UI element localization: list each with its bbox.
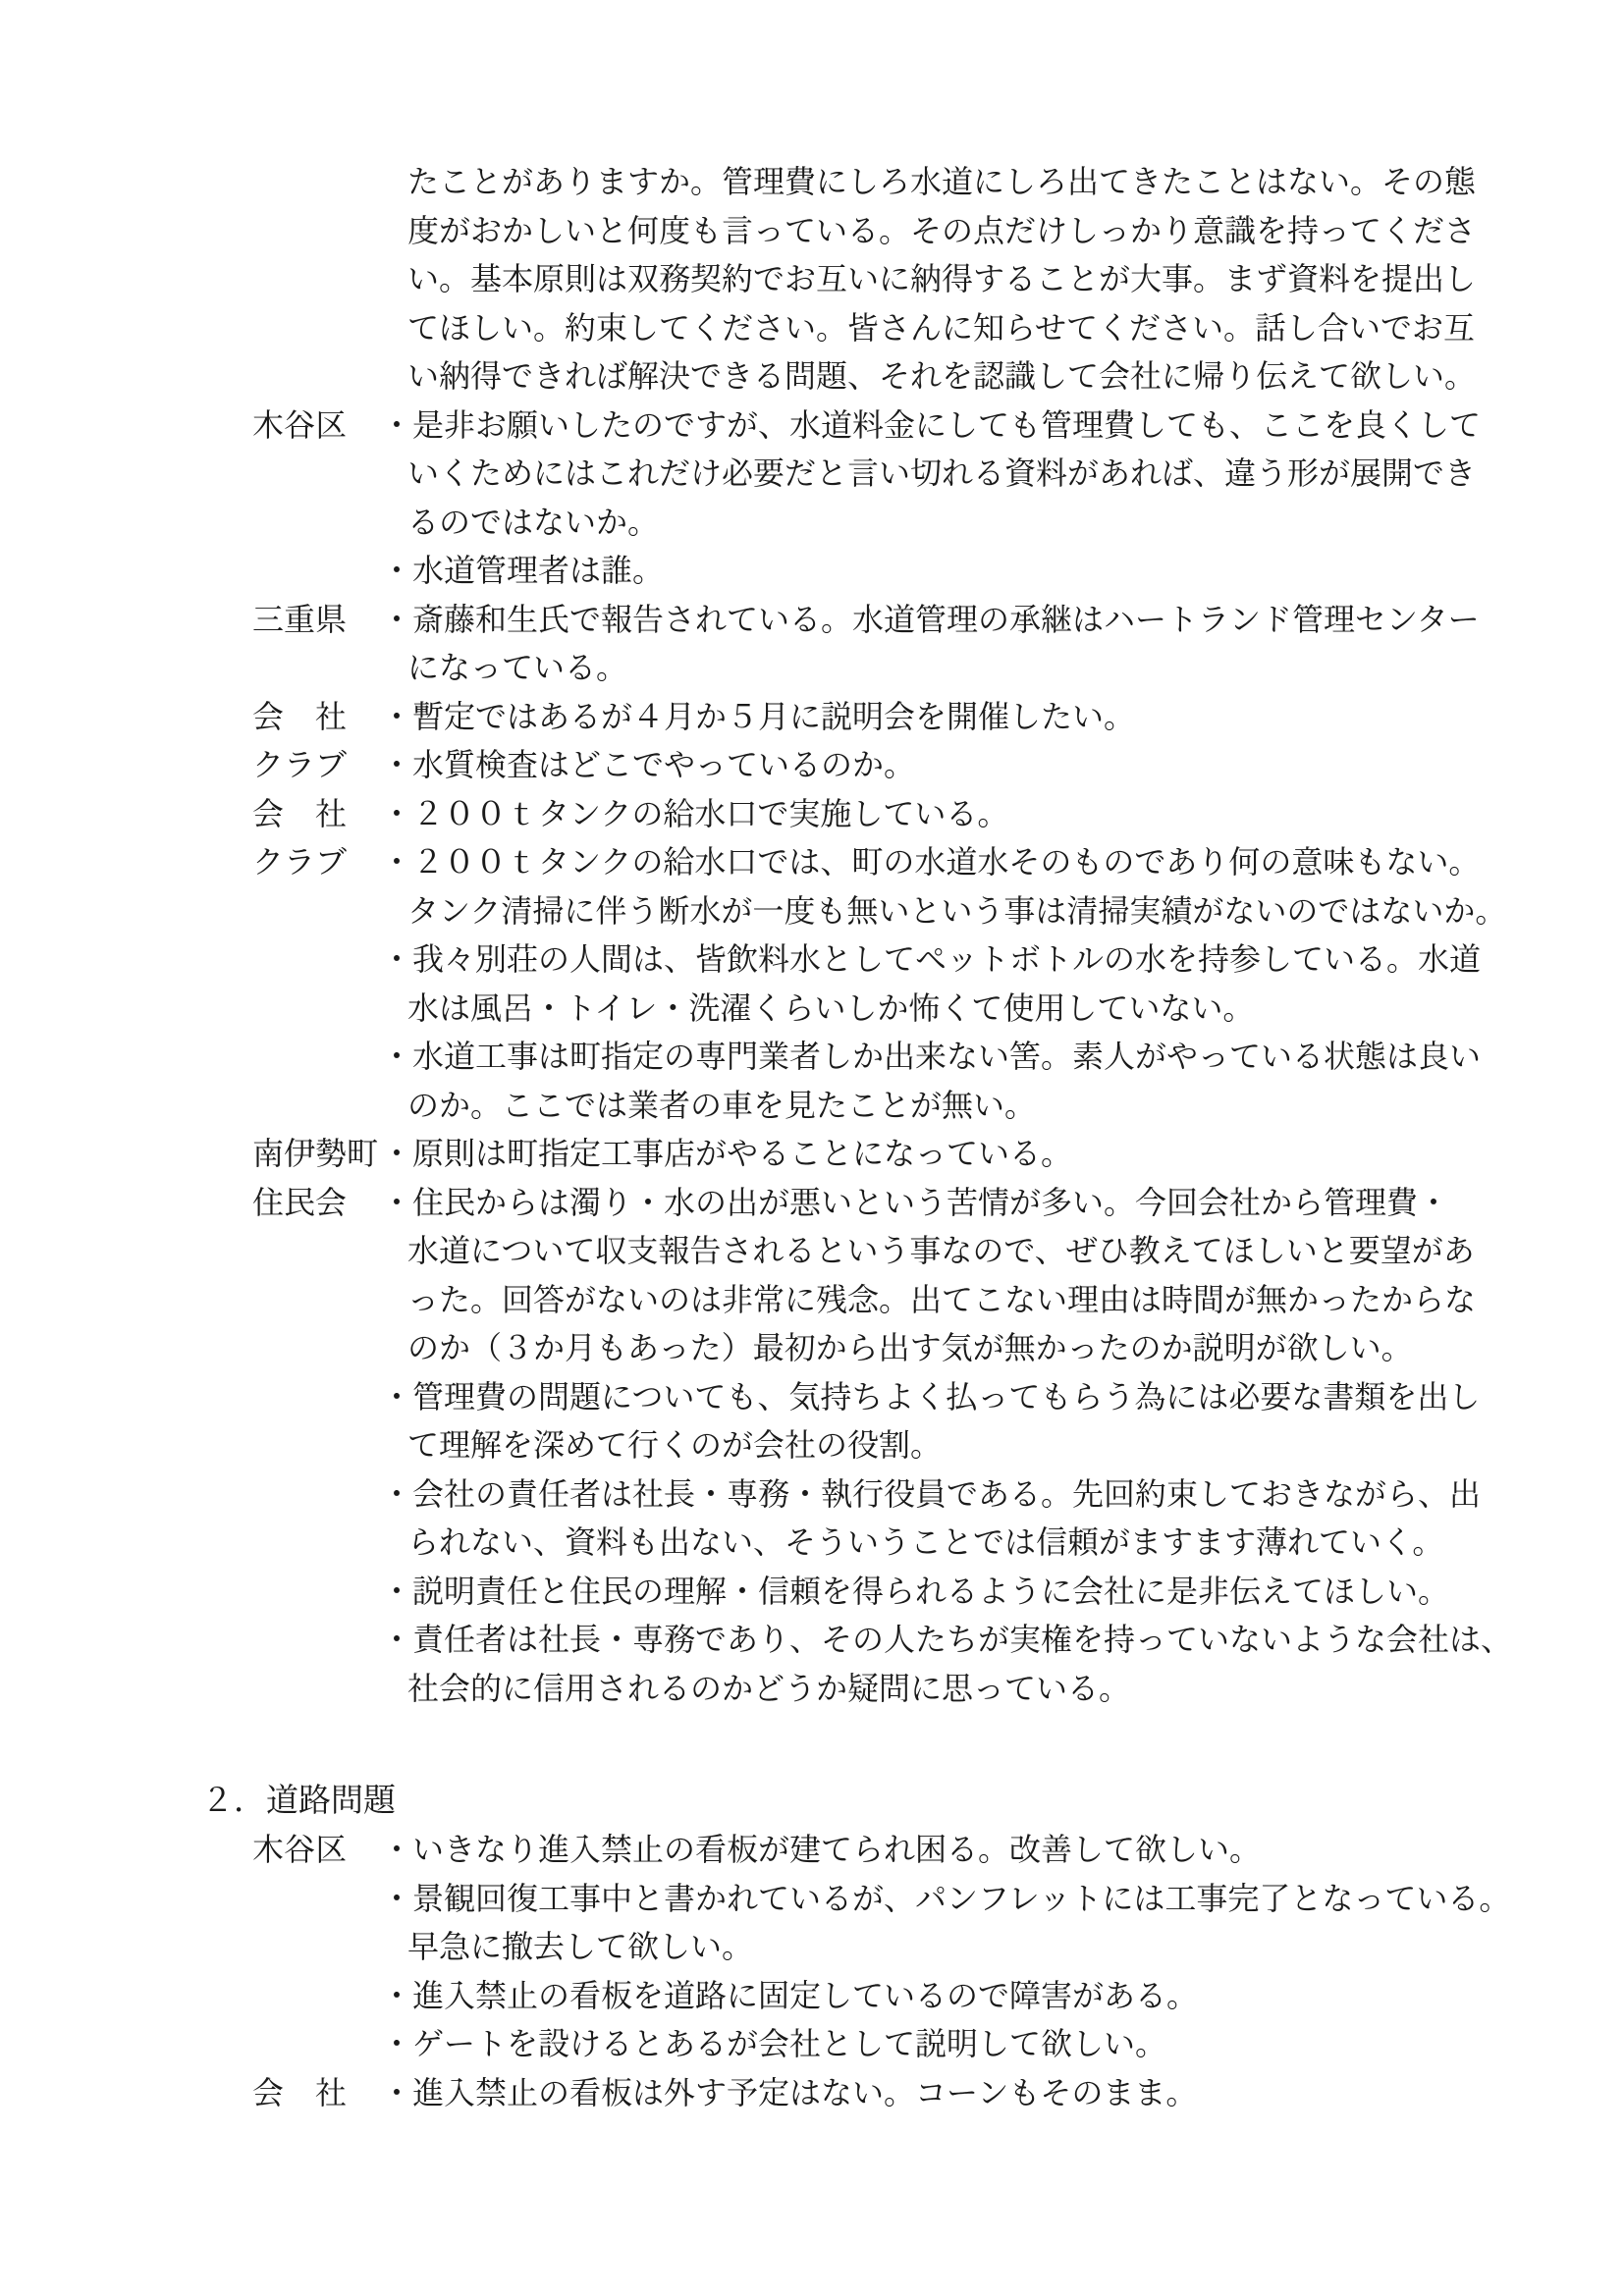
minutes-line [201,1227,1556,1276]
bullet-marker: ・ [381,1184,413,1220]
line-text: った。回答がないのは非常に残念。出てこない理由は時間が無かったからな [407,1281,1477,1317]
line-text: い納得できれば解決できる問題、それを認識して会社に帰り伝えて欲しい。 [407,358,1477,394]
bullet-marker: ・ [381,1880,413,1916]
bullet-marker: ・ [381,2026,413,2061]
speaker-label: 三重県 [252,601,348,637]
minutes-line [201,547,1556,596]
minutes-line [201,2020,1556,2069]
speaker-label: 住民会 [252,1184,348,1220]
minutes-line [201,1373,1556,1422]
line-text: 管理費の問題についても、気持ちよく払ってもらう為には必要な書類を出し [412,1378,1481,1415]
bullet-marker: ・ [381,1977,413,2013]
minutes-line [201,1130,1556,1179]
minutes-line [201,1276,1556,1325]
bullet-marker: ・ [381,844,413,880]
minutes-line [201,985,1556,1034]
minutes-line [201,1470,1556,1520]
section-gap [201,1713,1556,1762]
minutes-line [201,1665,1556,1714]
bullet-marker: ・ [381,1475,413,1512]
line-text: 会社の責任者は社長・専務・執行役員である。先回約束しておきながら、出 [412,1475,1482,1512]
line-text: い。基本原則は双務契約でお互いに納得することが大事。まず資料を提出し [407,261,1477,296]
bullet-marker: ・ [381,406,413,443]
speaker-label: 木谷区 [252,406,348,443]
section-heading: ２．道路問題 [201,1783,396,1819]
minutes-line [201,838,1556,887]
line-text: 我々別荘の人間は、皆飲料水としてペットボトルの水を持参している。水道 [412,941,1482,977]
line-text: ゲートを設けるとあるが会社として説明して欲しい。 [412,2026,1167,2061]
line-text: 進入禁止の看板を道路に固定しているので障害がある。 [412,1977,1199,2013]
line-text: タンク清掃に伴う断水が一度も無いという事は清掃実績がないのではないか。 [407,892,1507,929]
speaker-label: 会 社 [252,2074,348,2110]
minutes-line [201,741,1556,790]
line-text: 水道について収支報告されるという事なので、ぜひ教えてほしいと要望があ [407,1233,1475,1268]
line-text: 是非お願いしたのですが、水道料金にしても管理費しても、ここを良くして [412,406,1482,443]
line-text: 早急に撤去して欲しい。 [407,1929,754,1964]
minutes-line [201,644,1556,693]
speaker-label: クラブ [252,844,348,880]
minutes-line [201,693,1556,742]
speaker-label: クラブ [252,747,348,782]
minutes-line [201,1519,1556,1568]
minutes-line [201,1568,1556,1617]
speaker-label: 木谷区 [252,1832,348,1867]
minutes-line [201,935,1556,985]
bullet-marker: ・ [381,941,413,977]
minutes-line [201,1324,1556,1373]
line-text: 責任者は社長・専務であり、その人たちが実権を持っていないような会社は、 [412,1622,1513,1657]
line-text: るのではないか。 [407,504,660,540]
line-text: 水は風呂・トイレ・洗濯くらいしか怖くて使用していない。 [407,989,1255,1026]
line-text: て理解を深めて行くのが会社の役割。 [407,1427,943,1463]
bullet-marker: ・ [381,1622,413,1657]
minutes-line [201,790,1556,839]
bullet-marker: ・ [381,1573,413,1609]
minutes-line [201,352,1556,401]
bullet-marker: ・ [381,601,413,637]
line-text: 暫定ではあるが４月か５月に説明会を開催したい。 [412,698,1136,734]
line-text: られない、資料も出ない、そういうことでは信頼がますます薄れていく。 [407,1524,1444,1560]
minutes-line [201,2069,1556,2118]
minutes-line [201,1875,1556,1924]
line-text: いくためにはこれだけ必要だと言い切れる資料があれば、違う形が展開でき [407,455,1477,491]
line-text: 進入禁止の看板は外す予定はない。コーンもそのまま。 [412,2074,1198,2110]
minutes-line [201,1972,1556,2021]
line-text: のか（３か月もあった）最初から出す気が無かったのか説明が欲しい。 [407,1330,1413,1365]
line-text: 水道管理者は誰。 [412,553,665,588]
minutes-line [201,1616,1556,1665]
line-text: たことがありますか。管理費にしろ水道にしろ出てきたことはない。その態 [407,164,1477,199]
bullet-marker: ・ [381,1136,413,1171]
bullet-marker: ・ [381,1378,413,1415]
bullet-marker: ・ [381,553,413,588]
minutes-line [201,255,1556,304]
minutes-line [201,1033,1556,1082]
minutes-line [201,1826,1556,1875]
line-text: 説明責任と住民の理解・信頼を得られるように会社に是非伝えてほしい。 [412,1573,1450,1609]
line-text: 斎藤和生氏で報告されている。水道管理の承継はハートランド管理センター [412,601,1480,637]
minutes-line [201,158,1556,207]
minutes-line [201,207,1556,256]
bullet-marker: ・ [381,795,413,831]
line-text: になっている。 [407,650,628,685]
line-text: ２００ｔタンクの給水口で実施している。 [412,795,1009,831]
minutes-line [201,887,1556,936]
line-text: 社会的に信用されるのかどうか疑問に思っている。 [407,1670,1131,1706]
speaker-label: 会 社 [252,795,348,831]
line-text: ２００ｔタンクの給水口では、町の水道水そのものであり何の意味もない。 [412,844,1481,880]
line-text: 景観回復工事中と書かれているが、パンフレットには工事完了となっている。 [412,1880,1511,1916]
minutes-line [201,1179,1556,1228]
line-text: 水質検査はどこでやっているのか。 [412,747,916,782]
line-text: いきなり進入禁止の看板が建てられ困る。改善して欲しい。 [412,1832,1262,1867]
minutes-line [201,499,1556,548]
minutes-line [201,401,1556,451]
minutes-line [201,304,1556,353]
minutes-line [201,1923,1556,1972]
line-text: 原則は町指定工事店がやることになっている。 [412,1136,1073,1171]
minutes-line [201,1082,1556,1131]
bullet-marker: ・ [381,1832,413,1867]
bullet-marker: ・ [381,1039,413,1074]
speaker-label: 会 社 [252,698,348,734]
minutes-line [201,1421,1556,1470]
speaker-label: 南伊勢町 [252,1136,379,1171]
minutes-content [201,158,1556,2117]
line-text: のか。ここでは業者の車を見たことが無い。 [407,1087,1037,1123]
bullet-marker: ・ [381,747,413,782]
minutes-line [201,596,1556,645]
bullet-marker: ・ [381,2074,413,2110]
line-text: てほしい。約束してください。皆さんに知らせてください。話し合いでお互 [407,309,1476,346]
line-text: 住民からは濁り・水の出が悪いという苦情が多い。今回会社から管理費・ [412,1184,1450,1220]
minutes-line [201,450,1556,499]
line-text: 度がおかしいと何度も言っている。その点だけしっかり意識を持ってくださ [407,212,1477,248]
line-text: 水道工事は町指定の専門業者しか出来ない筈。素人がやっている状態は良い [412,1039,1482,1074]
bullet-marker: ・ [381,698,413,734]
